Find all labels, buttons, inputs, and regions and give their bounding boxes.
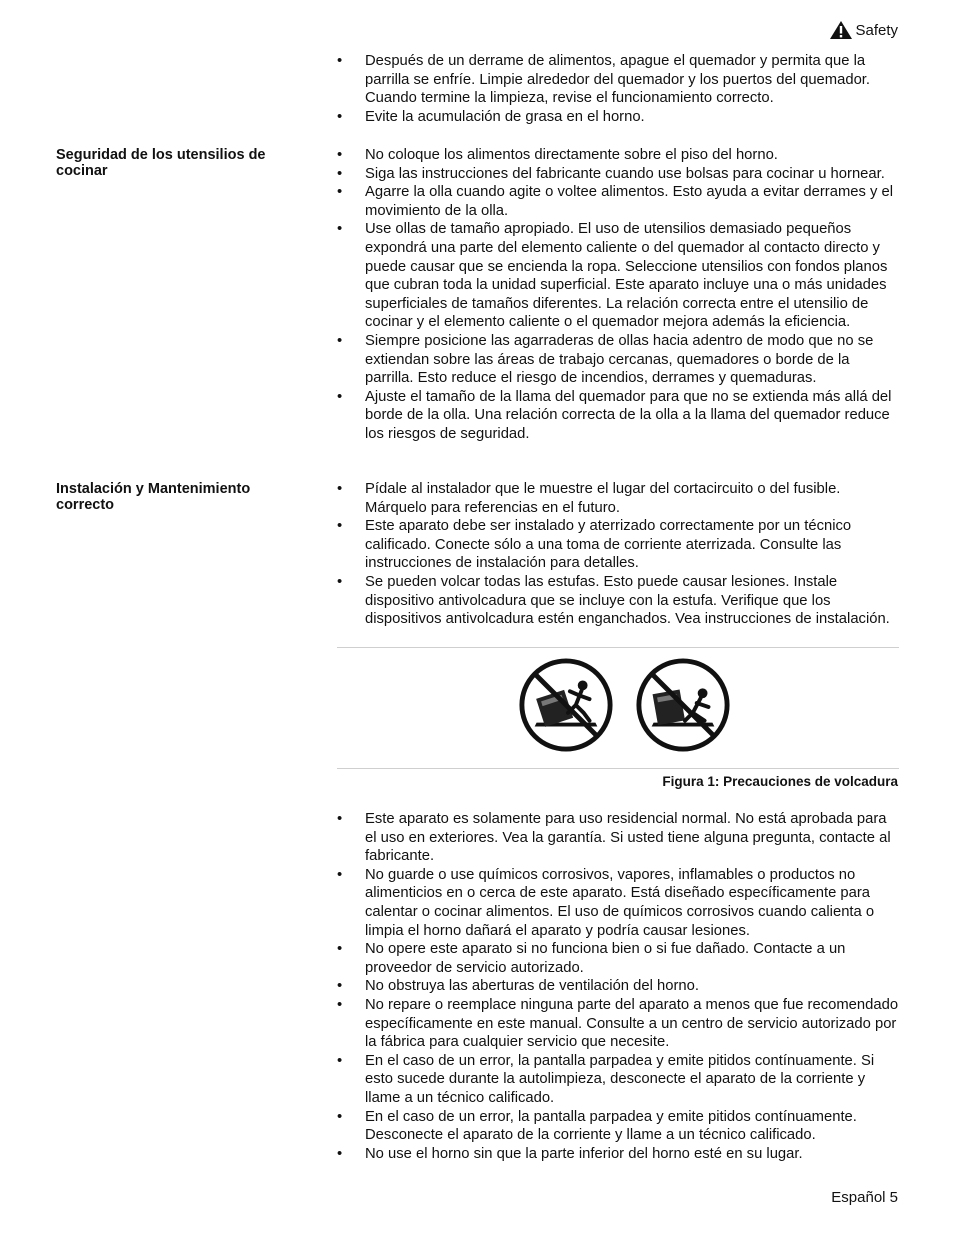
list-item: • No obstruya las aberturas de ventilación del horno. [337,977,899,996]
list-item: • Ajuste el tamaño de la llama del quemador para que no se extienda más allá del borde de la olla. Una relación correcta de la olla a la llama del quemador reduce los riesgos de seguridad. [337,388,899,444]
figure-top-divider [337,647,899,648]
list-item: • No coloque los alimentos directamente sobre el piso del horno. [337,146,899,165]
list-item: • Se pueden volcar todas las estufas. Esto puede causar lesiones. Instale dispositivo antivolcadura que se incluye con la estufa. Verifique que los dispositivos antivolcadura estén enganchados. Vea instrucciones de instalación. [337,573,899,629]
general-bullet-list [337,810,899,1163]
section-title-installation: Instalación y Mantenimiento correcto [56,481,251,513]
cookware-bullet-list [337,146,899,444]
list-item: • Agarre la olla cuando agite o voltee alimentos. Esto ayuda a evitar derrames y el movimiento de la olla. [337,183,899,220]
list-item: • Siempre posicione las agarraderas de ollas hacia adentro de modo que no se extiendan sobre las áreas de trabajo cercanas, quemadores o borde de la parrilla. Esto reduce el riesgo de incendios, derrames y quemaduras. [337,332,899,388]
list-item: • Use ollas de tamaño apropiado. El uso de utensilios demasiado pequeños expondrá una parte del elemento caliente o del quemador al contacto directo y puede causar que se encienda la ropa. Seleccione utensilios con fondos planos que cubran toda la unidad superficial. Este aparato incluye una o más unidades superficiales de tamaños diferentes. La relación correcta entre el utensilio de cocinar y el elemento caliente o el quemador mejora además la eficiencia. [337,220,899,332]
list-item: • Siga las instrucciones del fabricante cuando use bolsas para cocinar u hornear. [337,165,899,184]
installation-bullet-list [337,480,899,629]
figure-caption: Figura 1: Precauciones de volcadura [662,774,898,789]
list-item: • Evite la acumulación de grasa en el horno. [337,108,899,127]
list-item: • No repare o reemplace ninguna parte del aparato a menos que fue recomendado específicamente en este manual. Consulte a un centro de servicio autorizado por la fábrica para cualquier servicio que necesite. [337,996,899,1052]
list-item: • Este aparato es solamente para uso residencial normal. No está aprobada para el uso en exteriores. Vea la garantía. Si usted tiene alguna pregunta, contacte al fabricante. [337,810,899,866]
figure-bottom-divider [337,768,899,769]
page-number: Español 5 [831,1189,898,1206]
list-item: • No use el horno sin que la parte inferior del horno esté en su lugar. [337,1145,899,1164]
list-item: • En el caso de un error, la pantalla parpadea y emite pitidos contínuamente. Desconecte el aparato de la corriente y llame a un técnico calificado. [337,1108,899,1145]
top-bullet-list [337,52,899,126]
page-header [829,20,898,40]
no-climbing-icon [517,656,615,754]
tip-over-figure [337,650,899,768]
section-title-cookware: Seguridad de los utensilios de cocinar [56,147,266,179]
no-tipping-icon [634,656,732,754]
list-item: • No guarde o use químicos corrosivos, vapores, inflamables o productos no alimenticios en o cerca de este aparato. Está diseñado específicamente para calentar o cocinar alimentos. El uso de químicos corrosivos cuando calienta o limpia el horno dañará el aparato y podría causar lesiones. [337,866,899,940]
header-label: Safety [855,21,898,39]
warning-triangle-icon [829,20,853,40]
list-item: • Pídale al instalador que le muestre el lugar del cortacircuito o del fusible. Márquelo para referencias en el futuro. [337,480,899,517]
list-item: • Después de un derrame de alimentos, apague el quemador y permita que la parrilla se enfríe. Limpie alrededor del quemador y los puertos del quemador. Cuando termine la limpieza, revise el funcionamiento correcto. [337,52,899,108]
list-item: • En el caso de un error, la pantalla parpadea y emite pitidos contínuamente. Si esto sucede durante la autolimpieza, desconecte el aparato de la corriente y llame a un técnico calificado. [337,1052,899,1108]
list-item: • Este aparato debe ser instalado y aterrizado correctamente por un técnico calificado. Conecte sólo a una toma de corriente aterrizada. Consulte las instrucciones de instalación para detalles. [337,517,899,573]
list-item: • No opere este aparato si no funciona bien o si fue dañado. Contacte a un proveedor de servicio autorizado. [337,940,899,977]
